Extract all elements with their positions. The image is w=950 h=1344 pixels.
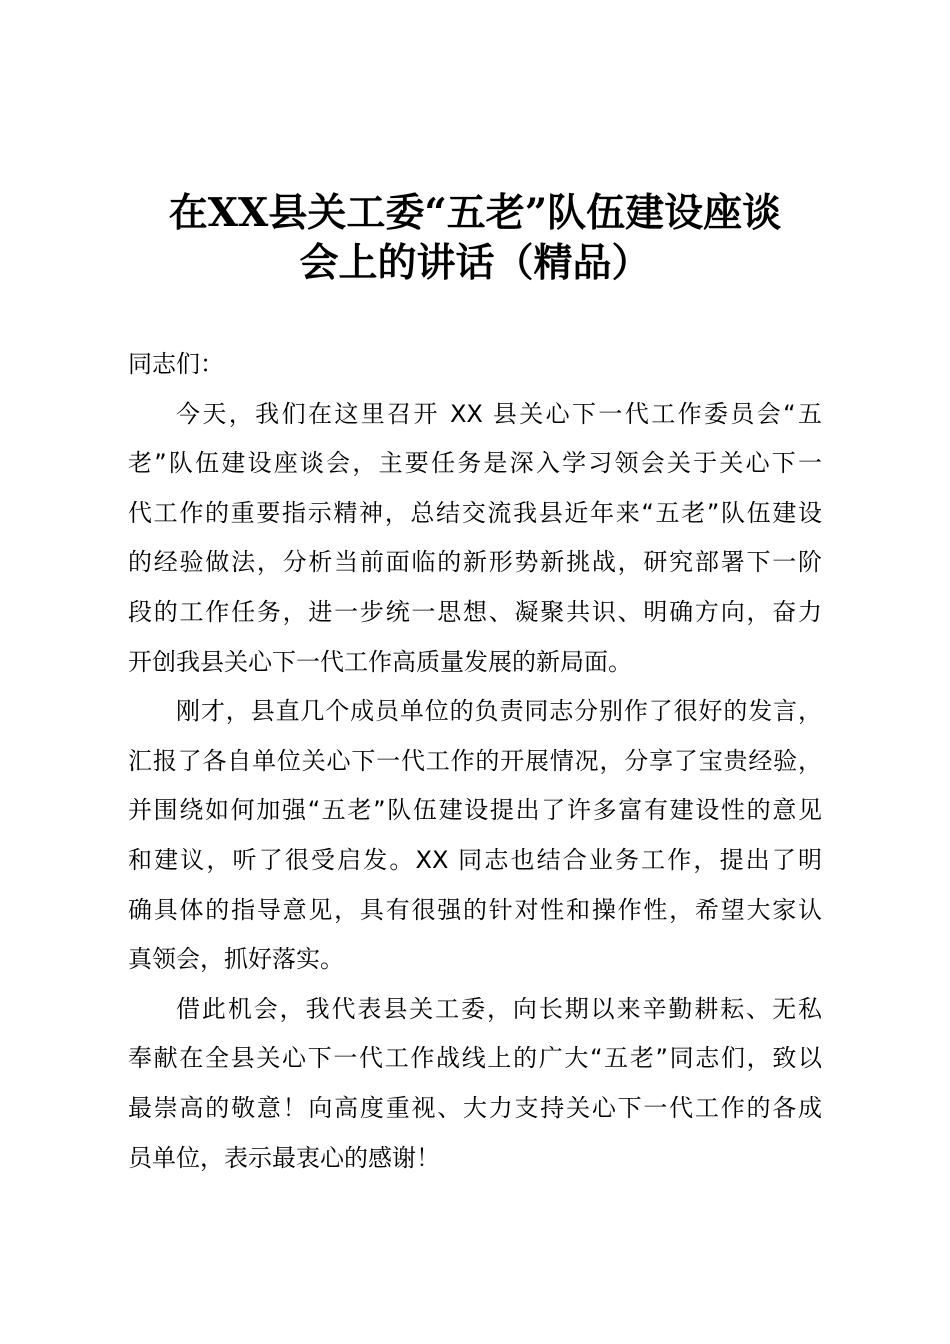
paragraph-line: 代工作的重要指示精神，总结交流我县近年来“五老”队伍建设	[128, 498, 822, 527]
paragraph-line: 员单位，表示最衷心的感谢！	[128, 1143, 440, 1172]
paragraph-line: 段的工作任务，进一步统一思想、凝聚共识、明确方向，奋力	[128, 597, 822, 626]
paragraph-line: 确具体的指导意见，具有很强的针对性和操作性，希望大家认	[128, 895, 822, 924]
title-line: 在XX县关工委“五老”队伍建设座谈	[168, 190, 782, 236]
paragraph-line: 真领会，抓好落实。	[128, 945, 344, 974]
paragraph-line: 今天，我们在这里召开 XX 县关心下一代工作委员会“五	[176, 399, 822, 428]
paragraph	[128, 687, 822, 985]
paragraph-line: 借此机会，我代表县关工委，向长期以来辛勤耕耘、无私	[176, 994, 822, 1023]
paragraph-line: 奉献在全县关心下一代工作战线上的广大“五老”同志们，致以	[128, 1044, 822, 1073]
title-line: 会上的讲话（精品）	[299, 240, 651, 286]
paragraph-line: 的经验做法，分析当前面临的新形势新挑战，研究部署下一阶	[128, 548, 822, 577]
paragraph-line: 开创我县关心下一代工作高质量发展的新局面。	[128, 647, 632, 676]
salutation: 同志们：	[128, 350, 224, 378]
paragraph-line: 汇报了各自单位关心下一代工作的开展情况，分享了宝贵经验，	[128, 746, 822, 775]
paragraph-line: 并围绕如何加强“五老”队伍建设提出了许多富有建设性的意见	[128, 796, 822, 825]
paragraph-line: 和建议，听了很受启发。XX 同志也结合业务工作，提出了明	[128, 845, 822, 874]
paragraph-line: 刚才，县直几个成员单位的负责同志分别作了很好的发言，	[176, 697, 822, 726]
document-body	[128, 340, 822, 1183]
paragraph	[128, 390, 822, 688]
document-title	[100, 188, 850, 288]
paragraph-line: 老”队伍建设座谈会，主要任务是深入学习领会关于关心下一	[128, 449, 822, 478]
paragraph-line: 最崇高的敬意！向高度重视、大力支持关心下一代工作的各成	[128, 1093, 822, 1122]
paragraph	[128, 985, 822, 1183]
